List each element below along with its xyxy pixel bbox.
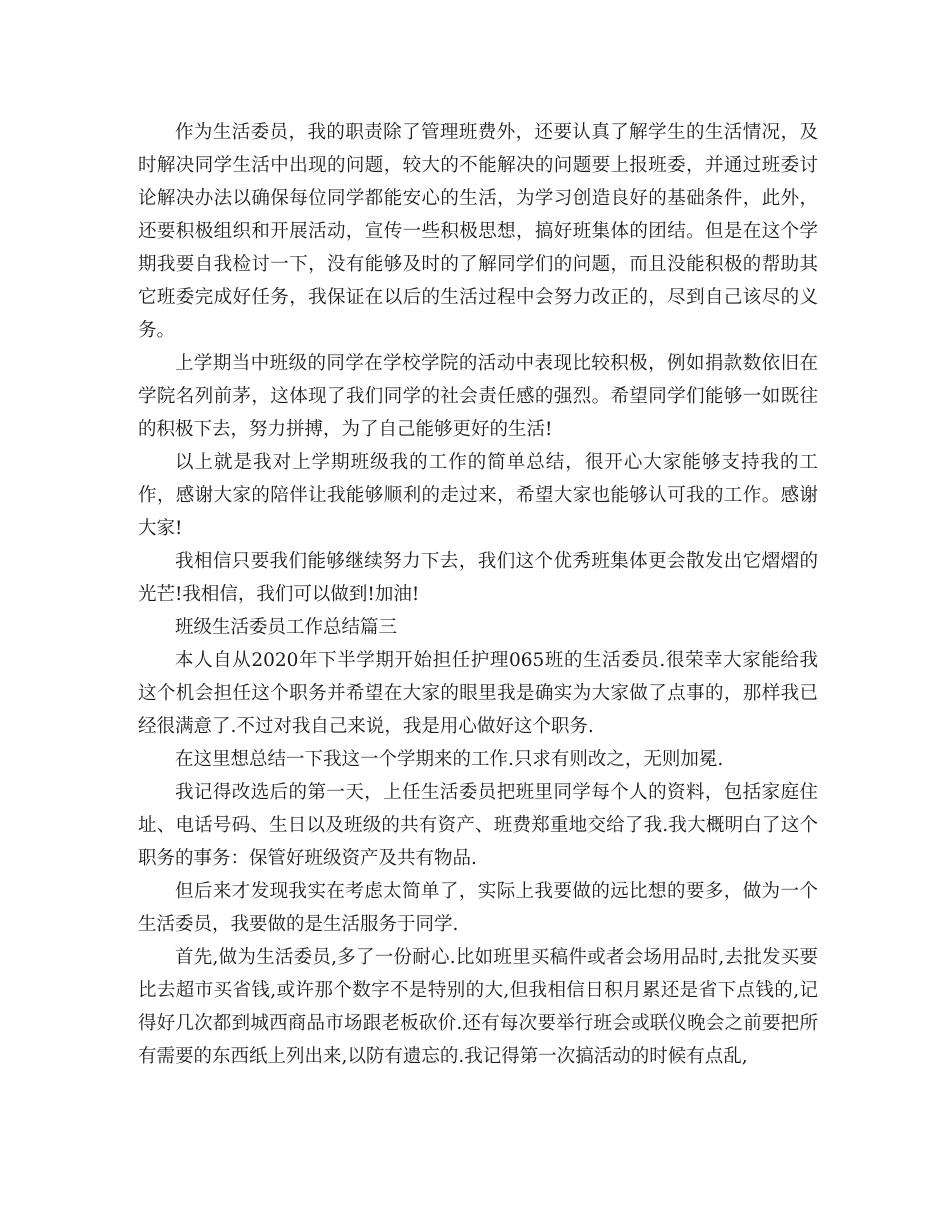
paragraph-1: 作为生活委员，我的职责除了管理班费外，还要认真了解学生的生活情况，及时解决同学生活中出现的问题，较大的不能解决的问题要上报班委，并通过班委讨论解决办法以确保每位同学都能安心的生活，为学习创造良好的基础条件，此外，还要积极组织和开展活动，宣传一些积极思想，搞好班集体的团结。但是在这个学期我要自我检讨一下，没有能够及时的了解同学们的问题，而且没能积极的帮助其它班委完成好任务，我保证在以后的生活过程中会努力改正的，尽到自己该尽的义务。 [138,122,818,341]
paragraph-7: 在这里想总结一下我这一个学期来的工作.只求有则改之，无则加冕. [175,749,724,770]
paragraph-6: 本人自从2020年下半学期开始担任护理065班的生活委员.很荣幸大家能给我这个机会担任这个职务并希望在大家的眼里我是确实为大家做了点事的，那样我已经很满意了.不过对我自己来说，我是用心做好这个职务. [138,650,818,737]
paragraph-10: 首先,做为生活委员,多了一份耐心.比如班里买稿件或者会场用品时,去批发买要比去超市买省钱,或许那个数字不是特别的大,但我相信日积月累还是省下点钱的,记得好几次都到城西商品市场跟老板砍价.还有每次要举行班会或联仪晚会之前要把所有需要的东西纸上列出来,以防有遗忘的.我记得第一次搞活动的时候有点乱, [138,947,818,1067]
paragraph-8: 我记得改选后的第一天，上任生活委员把班里同学每个人的资料，包括家庭住址、电话号码、生日以及班级的共有资产、班费郑重地交给了我.我大概明白了这个职务的事务：保管好班级资产及共有物品. [138,782,818,869]
paragraph-3: 以上就是我对上学期班级我的工作的简单总结，很开心大家能够支持我的工作，感谢大家的陪伴让我能够顺利的走过来，希望大家也能够认可我的工作。感谢大家! [138,452,818,539]
section-heading: 班级生活委员工作总结篇三 [175,617,398,638]
paragraph-4: 我相信只要我们能够继续努力下去，我们这个优秀班集体更会散发出它熠熠的光芒!我相信，我们可以做到!加油! [138,551,818,605]
paragraph-9: 但后来才发现我实在考虑太简单了，实际上我要做的远比想的要多，做为一个生活委员，我要做的是生活服务于同学. [138,881,818,935]
document-body [138,116,818,1073]
paragraph-2: 上学期当中班级的同学在学校学院的活动中表现比较积极，例如捐款数依旧在学院名列前茅，这体现了我们同学的社会责任感的强烈。希望同学们能够一如既往的积极下去，努力拼搏，为了自己能够更好的生活! [138,353,818,440]
